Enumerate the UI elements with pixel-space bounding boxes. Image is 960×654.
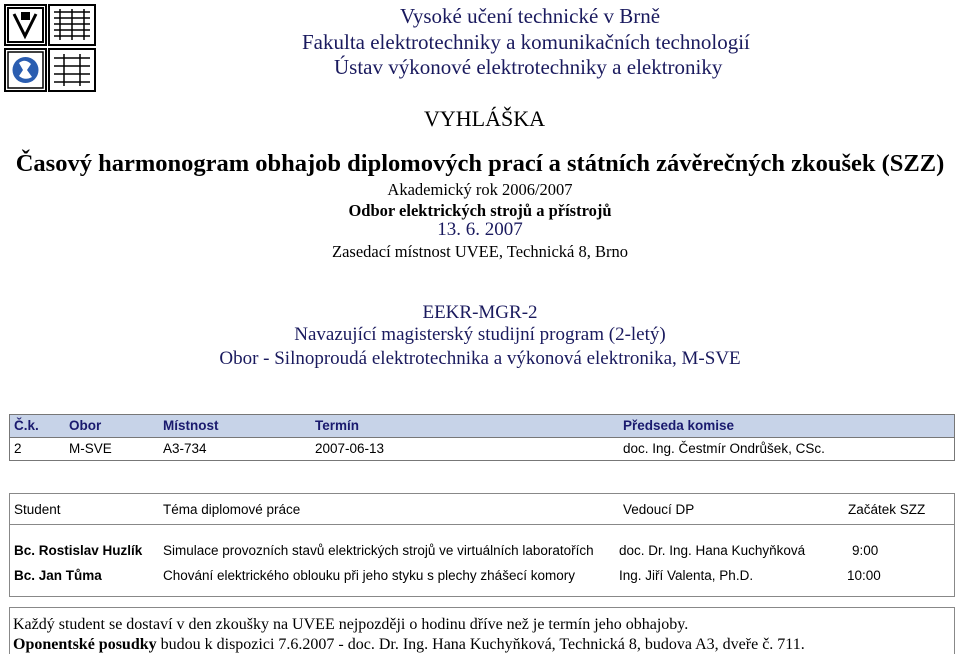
programme-name: Navazující magisterský studijní program (2-letý) <box>294 324 666 345</box>
notice-title: Časový harmonogram obhajob diplomových prací a státních závěrečných zkoušek (SZZ) <box>15 150 945 177</box>
field-name: Odbor elektrických strojů a přístrojů <box>348 201 612 220</box>
notice-heading: VYHLÁŠKA <box>424 106 545 131</box>
col-termin: Termín <box>315 418 360 433</box>
faculty-name: Fakulta elektrotechniky a komunikačních technologií <box>302 30 750 54</box>
col-predseda: Předseda komise <box>623 418 735 433</box>
feec-logo-icon <box>4 48 47 92</box>
table-row <box>10 539 954 563</box>
student-name: Bc. Rostislav Huzlík <box>14 543 143 558</box>
col-zacatek: Začátek SZZ <box>848 502 926 517</box>
col-mistnost: Místnost <box>163 418 219 433</box>
student-table-header <box>10 494 954 525</box>
cell-predseda: doc. Ing. Čestmír Ondrůšek, CSc. <box>623 441 825 456</box>
thesis-topic: Chování elektrického oblouku při jeho styku s plechy zhášecí komory <box>163 568 575 583</box>
defense-date: 13. 6. 2007 <box>437 219 523 240</box>
footer-line-2-bold: Oponentské posudky <box>13 636 157 653</box>
institute-logo-lower-icon <box>48 48 96 92</box>
col-student: Student <box>14 502 61 517</box>
student-table <box>9 493 955 597</box>
supervisor: doc. Dr. Ing. Hana Kuchyňková <box>619 543 806 558</box>
start-time: 9:00 <box>852 543 879 558</box>
footer-line-2 <box>13 636 805 654</box>
institute-logo-icon <box>48 4 96 46</box>
table-row <box>10 564 954 588</box>
col-obor: Obor <box>69 418 102 433</box>
vut-logo-icon <box>4 4 47 46</box>
thesis-topic: Simulace provozních stavů elektrických strojů ve virtuálních laboratořích <box>163 543 594 558</box>
cell-mistnost: A3-734 <box>163 441 207 456</box>
academic-year: Akademický rok 2006/2007 <box>387 180 573 199</box>
committee-table-row <box>9 437 955 461</box>
programme-branch: Obor - Silnoproudá elektrotechnika a výkonová elektronika, M-SVE <box>219 348 741 369</box>
cell-obor: M-SVE <box>69 441 112 456</box>
supervisor: Ing. Jiří Valenta, Ph.D. <box>619 568 754 583</box>
start-time: 10:00 <box>847 568 881 583</box>
institute-name: Ústav výkonové elektrotechniky a elektroniky <box>334 55 723 79</box>
university-name: Vysoké učení technické v Brně <box>400 4 661 28</box>
student-name: Bc. Jan Tůma <box>14 568 102 583</box>
programme-code: EEKR-MGR-2 <box>422 302 538 323</box>
col-vedouci: Vedoucí DP <box>623 502 695 517</box>
cell-ck: 2 <box>14 441 22 456</box>
col-tema: Téma diplomové práce <box>163 502 301 517</box>
committee-table-header <box>9 414 955 438</box>
footer-notes <box>9 607 955 654</box>
footer-line-1: Každý student se dostaví v den zkoušky na UVEE nejpozději o hodinu dříve než je termín jeho obhajoby. <box>13 616 689 633</box>
footer-line-2-rest: budou k dispozici 7.6.2007 - doc. Dr. Ing. Hana Kuchyňková, Technická 8, budova A3, dveře č. 711. <box>156 636 805 653</box>
col-ck: Č.k. <box>14 418 39 433</box>
cell-termin: 2007-06-13 <box>315 441 385 456</box>
venue: Zasedací místnost UVEE, Technická 8, Brno <box>332 242 628 261</box>
